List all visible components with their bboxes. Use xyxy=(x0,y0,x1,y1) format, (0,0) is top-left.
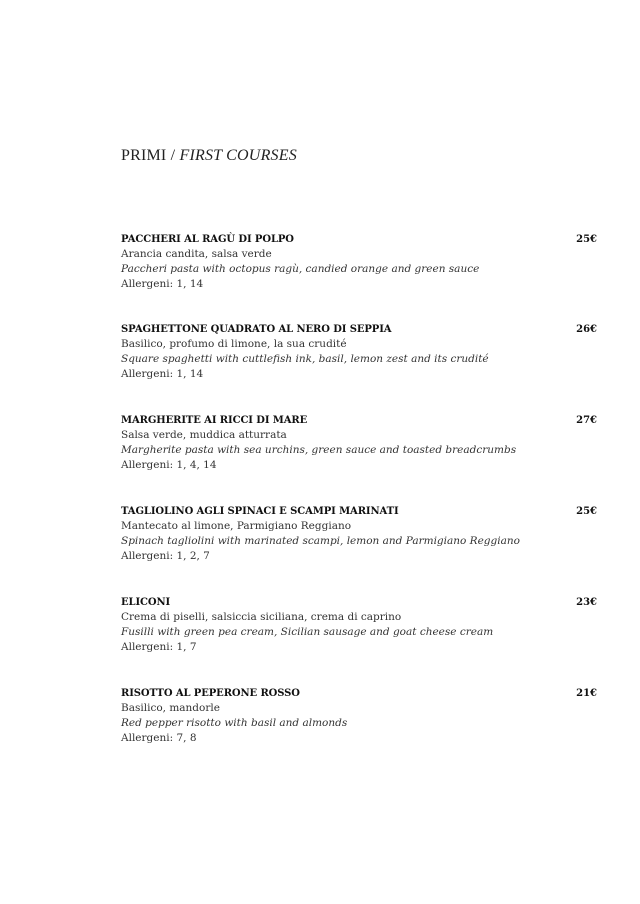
item-italian-description: Mantecato al limone, Parmigiano Reggiano xyxy=(121,520,352,532)
item-price: 25€ xyxy=(576,506,597,517)
menu-item xyxy=(121,322,597,382)
menu-item xyxy=(121,686,597,746)
title-italic: FIRST COURSES xyxy=(179,147,297,164)
item-italian-description: Arancia candita, salsa verde xyxy=(121,248,272,260)
menu-item xyxy=(121,413,597,473)
item-allergens: Allergeni: 7, 8 xyxy=(121,732,197,744)
item-price: 26€ xyxy=(576,324,597,335)
menu-item xyxy=(121,232,597,292)
item-name: TAGLIOLINO AGLI SPINACI E SCAMPI MARINATI xyxy=(121,506,399,517)
title-main: PRIMI / xyxy=(121,147,180,164)
item-english-description: Margherite pasta with sea urchins, green sauce and toasted breadcrumbs xyxy=(121,444,517,456)
item-name: RISOTTO AL PEPERONE ROSSO xyxy=(121,688,300,699)
item-price: 27€ xyxy=(576,415,597,426)
item-name: MARGHERITE AI RICCI DI MARE xyxy=(121,415,308,426)
item-english-description: Paccheri pasta with octopus ragù, candied orange and green sauce xyxy=(121,263,480,275)
item-italian-description: Crema di piselli, salsiccia siciliana, crema di caprino xyxy=(121,611,402,623)
page-title xyxy=(121,147,297,165)
item-italian-description: Basilico, mandorle xyxy=(121,702,220,714)
item-price: 21€ xyxy=(576,688,597,699)
item-english-description: Spinach tagliolini with marinated scampi, lemon and Parmigiano Reggiano xyxy=(121,535,520,547)
menu-item xyxy=(121,504,597,564)
item-allergens: Allergeni: 1, 2, 7 xyxy=(121,550,210,562)
item-allergens: Allergeni: 1, 14 xyxy=(121,278,204,290)
item-italian-description: Basilico, profumo di limone, la sua crudité xyxy=(121,338,347,350)
item-price: 23€ xyxy=(576,597,597,608)
menu-item xyxy=(121,595,597,655)
item-name: SPAGHETTONE QUADRATO AL NERO DI SEPPIA xyxy=(121,324,392,335)
item-name: ELICONI xyxy=(121,597,171,608)
item-price: 25€ xyxy=(576,234,597,245)
item-name: PACCHERI AL RAGÙ DI POLPO xyxy=(121,234,294,245)
item-allergens: Allergeni: 1, 4, 14 xyxy=(121,459,217,471)
item-italian-description: Salsa verde, muddica atturrata xyxy=(121,429,287,441)
item-english-description: Square spaghetti with cuttlefish ink, basil, lemon zest and its crudité xyxy=(121,353,489,365)
item-allergens: Allergeni: 1, 7 xyxy=(121,641,197,653)
item-english-description: Red pepper risotto with basil and almonds xyxy=(121,717,348,729)
item-english-description: Fusilli with green pea cream, Sicilian sausage and goat cheese cream xyxy=(121,626,494,638)
item-allergens: Allergeni: 1, 14 xyxy=(121,368,204,380)
